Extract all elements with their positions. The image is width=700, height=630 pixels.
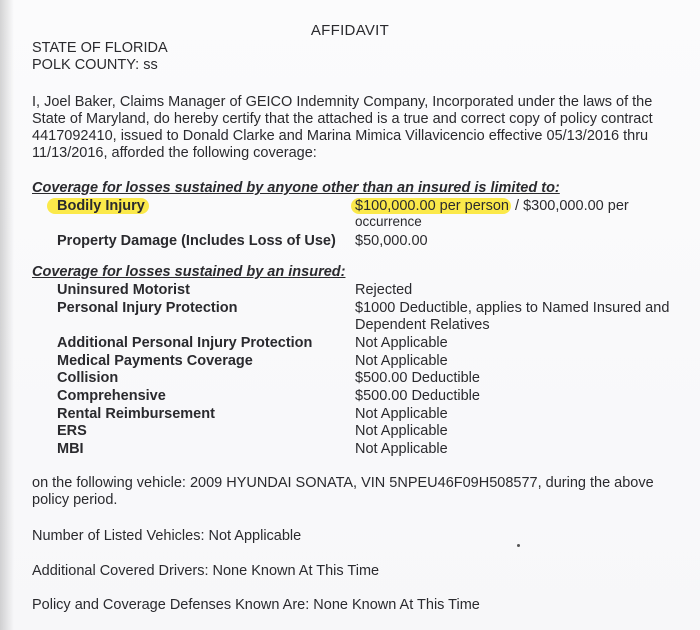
coverage-label: Personal Injury Protection	[57, 300, 238, 316]
coverage-value-continued: Dependent Relatives	[355, 317, 490, 333]
document-title: AFFIDAVIT	[310, 22, 390, 39]
coverage-label: Collision	[57, 370, 119, 386]
coverage-label: Medical Payments Coverage	[57, 353, 253, 369]
property-damage-label: Property Damage (Includes Loss of Use)	[57, 233, 336, 249]
section-heading-insured: Coverage for losses sustained by an insured:	[32, 264, 346, 280]
section-heading-others: Coverage for losses sustained by anyone other than an insured is limited to:	[32, 180, 560, 196]
bodily-injury-occurrence: occurrence	[355, 214, 422, 229]
bodily-injury-per-person-highlight: $100,000.00 per person	[351, 198, 511, 214]
coverage-value: Not Applicable	[355, 423, 448, 439]
county-line: POLK COUNTY: ss	[32, 57, 158, 73]
page-edge-shadow	[0, 0, 14, 630]
intro-line-3: 4417092410, issued to Donald Clarke and Marina Mimica Villavicencio effective 05/13/2016 thru	[32, 128, 649, 144]
coverage-label: Uninsured Motorist	[57, 282, 190, 298]
state-line: STATE OF FLORIDA	[32, 40, 168, 56]
coverage-value: Not Applicable	[355, 441, 448, 457]
coverage-label: ERS	[57, 423, 87, 439]
listed-vehicles-line: Number of Listed Vehicles: Not Applicable	[32, 528, 302, 544]
coverage-value: Not Applicable	[355, 406, 448, 422]
bodily-injury-value	[355, 198, 629, 214]
bodily-injury-label	[57, 198, 149, 214]
vehicle-line-2: policy period.	[32, 492, 118, 508]
coverage-value: Rejected	[355, 282, 413, 298]
covered-drivers-line: Additional Covered Drivers: None Known At This Time	[32, 563, 380, 579]
property-damage-value: $50,000.00	[355, 233, 428, 249]
coverage-value: $500.00 Deductible	[355, 388, 480, 404]
coverage-value: $500.00 Deductible	[355, 370, 480, 386]
defenses-line: Policy and Coverage Defenses Known Are: None Known At This Time	[32, 597, 480, 613]
bodily-injury-per-occurrence: / $300,000.00 per	[511, 198, 629, 214]
intro-line-2: State of Maryland, do hereby certify that the attached is a true and correct copy of policy contract	[32, 111, 653, 127]
coverage-value: $1000 Deductible, applies to Named Insured and	[355, 300, 670, 316]
coverage-value: Not Applicable	[355, 335, 448, 351]
bodily-injury-label-highlight: Bodily Injury	[47, 198, 149, 214]
coverage-label: MBI	[57, 441, 84, 457]
coverage-label: Rental Reimbursement	[57, 406, 215, 422]
intro-line-1: I, Joel Baker, Claims Manager of GEICO Indemnity Company, Incorporated under the laws of the	[32, 94, 653, 110]
scan-speck	[517, 544, 520, 547]
intro-line-4: 11/13/2016, afforded the following coverage:	[32, 145, 317, 161]
coverage-label: Additional Personal Injury Protection	[57, 335, 313, 351]
vehicle-line-1: on the following vehicle: 2009 HYUNDAI SONATA, VIN 5NPEU46F09H508577, during the above	[32, 475, 654, 491]
coverage-label: Comprehensive	[57, 388, 166, 404]
coverage-value: Not Applicable	[355, 353, 448, 369]
